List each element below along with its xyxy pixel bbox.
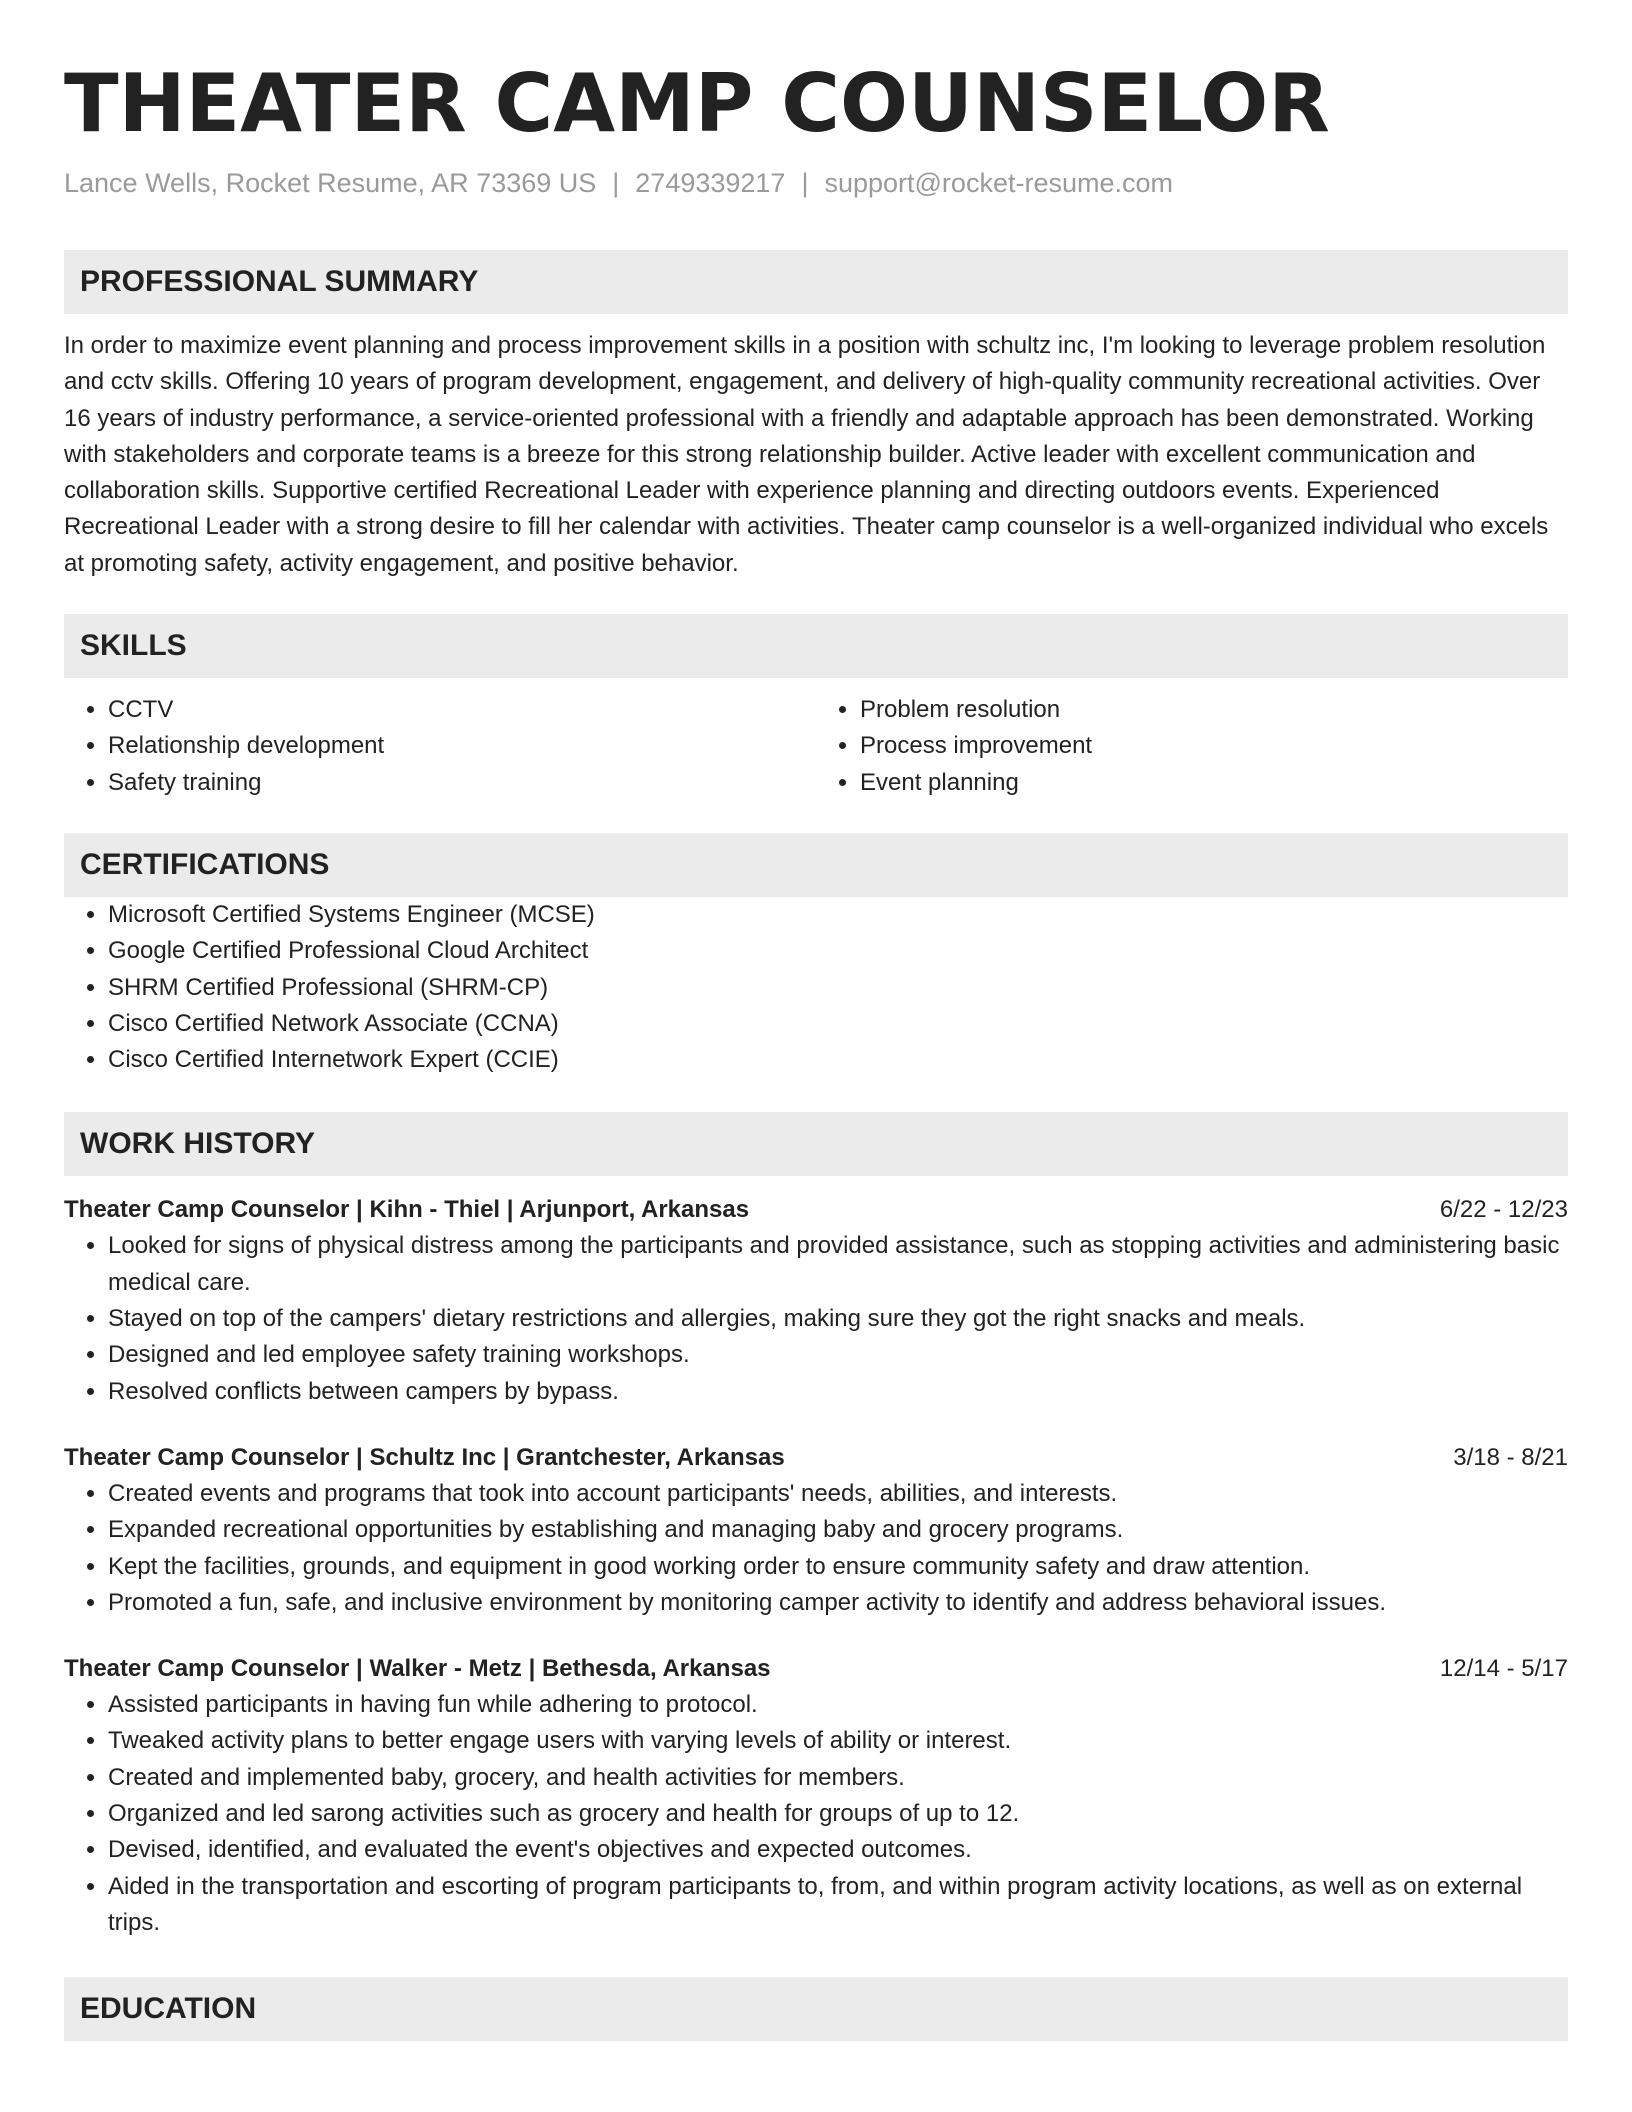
section-header-education: EDUCATION bbox=[64, 1977, 1568, 2041]
job-entry bbox=[64, 1651, 1568, 1941]
certifications-list bbox=[64, 897, 1568, 1078]
job-bullet: • Assisted participants in having fun while adhering to protocol. bbox=[108, 1687, 1568, 1723]
job-header bbox=[64, 1651, 1568, 1687]
job-bullet: • Devised, identified, and evaluated the event's objectives and expected outcomes. bbox=[108, 1832, 1568, 1868]
certification-item: • Google Certified Professional Cloud Architect bbox=[108, 933, 1568, 969]
job-bullet: • Stayed on top of the campers' dietary restrictions and allergies, making sure they got the right snacks and meals. bbox=[108, 1301, 1568, 1337]
section-header-skills: SKILLS bbox=[64, 614, 1568, 678]
job-bullet: • Tweaked activity plans to better engage users with varying levels of ability or interest. bbox=[108, 1723, 1568, 1759]
job-dates: 6/22 - 12/23 bbox=[1439, 1196, 1568, 1224]
section-header-work-history: WORK HISTORY bbox=[64, 1112, 1568, 1176]
job-title: Theater Camp Counselor | Kihn - Thiel | Arjunport, Arkansas bbox=[64, 1196, 750, 1224]
job-bullet: • Created events and programs that took into account participants' needs, abilities, and interests. bbox=[108, 1476, 1568, 1512]
skill-item: • Problem resolution bbox=[860, 692, 1568, 728]
job-entry bbox=[64, 1440, 1568, 1621]
contact-phone: 2749339217 bbox=[635, 168, 786, 198]
job-bullet: • Organized and led sarong activities such as grocery and health for groups of up to 12. bbox=[108, 1796, 1568, 1832]
job-bullet: • Resolved conflicts between campers by bypass. bbox=[108, 1374, 1568, 1410]
certification-item: • SHRM Certified Professional (SHRM-CP) bbox=[108, 970, 1568, 1006]
job-bullets bbox=[64, 1228, 1568, 1409]
job-bullet: • Designed and led employee safety training workshops. bbox=[108, 1337, 1568, 1373]
job-bullet: • Looked for signs of physical distress among the participants and provided assistance, such as stopping activities and administering basic medical care. bbox=[108, 1228, 1568, 1301]
resume-title: THEATER CAMP COUNSELOR bbox=[64, 57, 1330, 150]
section-header-certifications: CERTIFICATIONS bbox=[64, 833, 1568, 897]
contact-address: Lance Wells, Rocket Resume, AR 73369 US bbox=[64, 168, 597, 198]
summary-text: In order to maximize event planning and process improvement skills in a position with schultz inc, I'm looking to leverage problem resolution and cctv skills. Offering 10 years of program development, engagement, and delivery of high-quality community recreational activities. Over 16 years of industry performance, a service-oriented professional with a friendly and adaptable approach has been demonstrated. Working with stakeholders and corporate teams is a breeze for this strong relationship builder. Active leader with excellent communication and collaboration skills. Supportive certified Recreational Leader with experience planning and directing outdoors events. Experienced Recreational Leader with a strong desire to fill her calendar with activities. Theater camp counselor is a well-organized individual who excels at promoting safety, activity engagement, and positive behavior. bbox=[64, 332, 1549, 577]
skills-column-left bbox=[64, 692, 816, 801]
skill-item: • Relationship development bbox=[108, 728, 816, 764]
job-bullet: • Created and implemented baby, grocery, and health activities for members. bbox=[108, 1760, 1568, 1796]
section-header-summary: PROFESSIONAL SUMMARY bbox=[64, 250, 1568, 314]
skill-item: • CCTV bbox=[108, 692, 816, 728]
job-bullet: • Expanded recreational opportunities by establishing and managing baby and grocery programs. bbox=[108, 1512, 1568, 1548]
job-bullets bbox=[64, 1687, 1568, 1941]
job-bullet: • Kept the facilities, grounds, and equipment in good working order to ensure community safety and draw attention. bbox=[108, 1549, 1568, 1585]
job-entry bbox=[64, 1192, 1568, 1409]
contact-email[interactable]: support@rocket-resume.com bbox=[824, 168, 1173, 198]
job-header bbox=[64, 1440, 1568, 1476]
job-header bbox=[64, 1192, 1568, 1228]
job-dates: 12/14 - 5/17 bbox=[1439, 1655, 1568, 1683]
job-title: Theater Camp Counselor | Walker - Metz | Bethesda, Arkansas bbox=[64, 1655, 771, 1683]
skill-item: • Safety training bbox=[108, 765, 816, 801]
skill-item: • Process improvement bbox=[860, 728, 1568, 764]
certification-item: • Microsoft Certified Systems Engineer (MCSE) bbox=[108, 897, 1568, 933]
skill-item: • Event planning bbox=[860, 765, 1568, 801]
job-title: Theater Camp Counselor | Schultz Inc | Grantchester, Arkansas bbox=[64, 1443, 785, 1471]
job-bullet: • Promoted a fun, safe, and inclusive environment by monitoring camper activity to identify and address behavioral issues. bbox=[108, 1585, 1568, 1621]
contact-line bbox=[64, 166, 1568, 200]
skills-column-right bbox=[816, 692, 1568, 801]
job-dates: 3/18 - 8/21 bbox=[1453, 1443, 1568, 1471]
job-bullet: • Aided in the transportation and escorting of program participants to, from, and within program activity locations, as well as on external trips. bbox=[108, 1869, 1568, 1942]
certification-item: • Cisco Certified Internetwork Expert (CCIE) bbox=[108, 1042, 1568, 1078]
certification-item: • Cisco Certified Network Associate (CCNA) bbox=[108, 1006, 1568, 1042]
skills-list bbox=[64, 692, 1568, 801]
job-bullets bbox=[64, 1476, 1568, 1621]
contact-separator: | bbox=[801, 168, 809, 198]
contact-separator: | bbox=[612, 168, 620, 198]
